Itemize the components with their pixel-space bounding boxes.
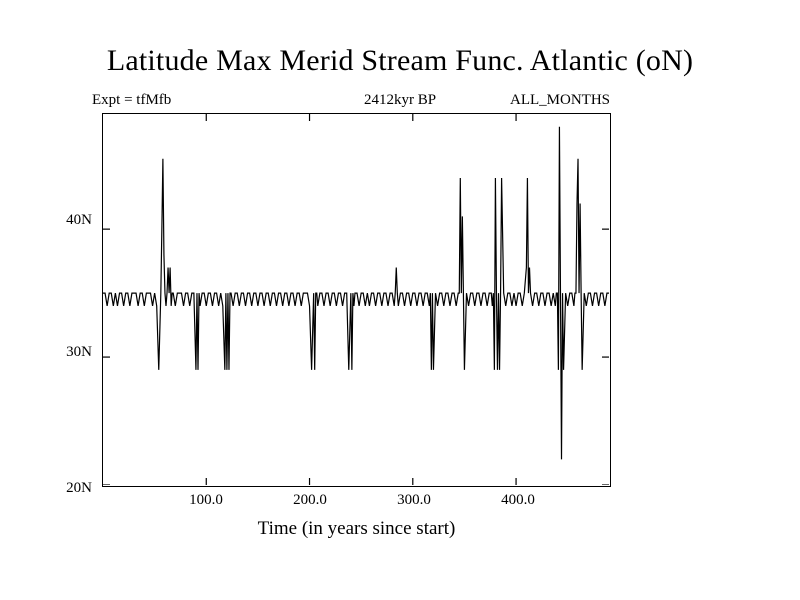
xtick-label-300: 300.0: [397, 492, 431, 508]
xtick-label-400: 400.0: [501, 492, 535, 508]
series-line: [103, 114, 609, 485]
xtick-label-100: 100.0: [189, 492, 223, 508]
period-label: 2412kyr BP: [363, 92, 437, 108]
ytick-label-30N: 30N: [66, 344, 92, 360]
page-title: Latitude Max Merid Stream Func. Atlantic (oN): [106, 44, 694, 77]
ytick-label-40N: 40N: [66, 212, 92, 228]
x-axis-title: Time (in years since start): [257, 518, 456, 539]
experiment-label: Expt = tfMfb: [92, 92, 172, 108]
ytick-label-20N: 20N: [66, 480, 92, 496]
months-label: ALL_MONTHS: [510, 92, 610, 108]
plot-area: [102, 113, 611, 487]
xtick-label-200: 200.0: [293, 492, 327, 508]
